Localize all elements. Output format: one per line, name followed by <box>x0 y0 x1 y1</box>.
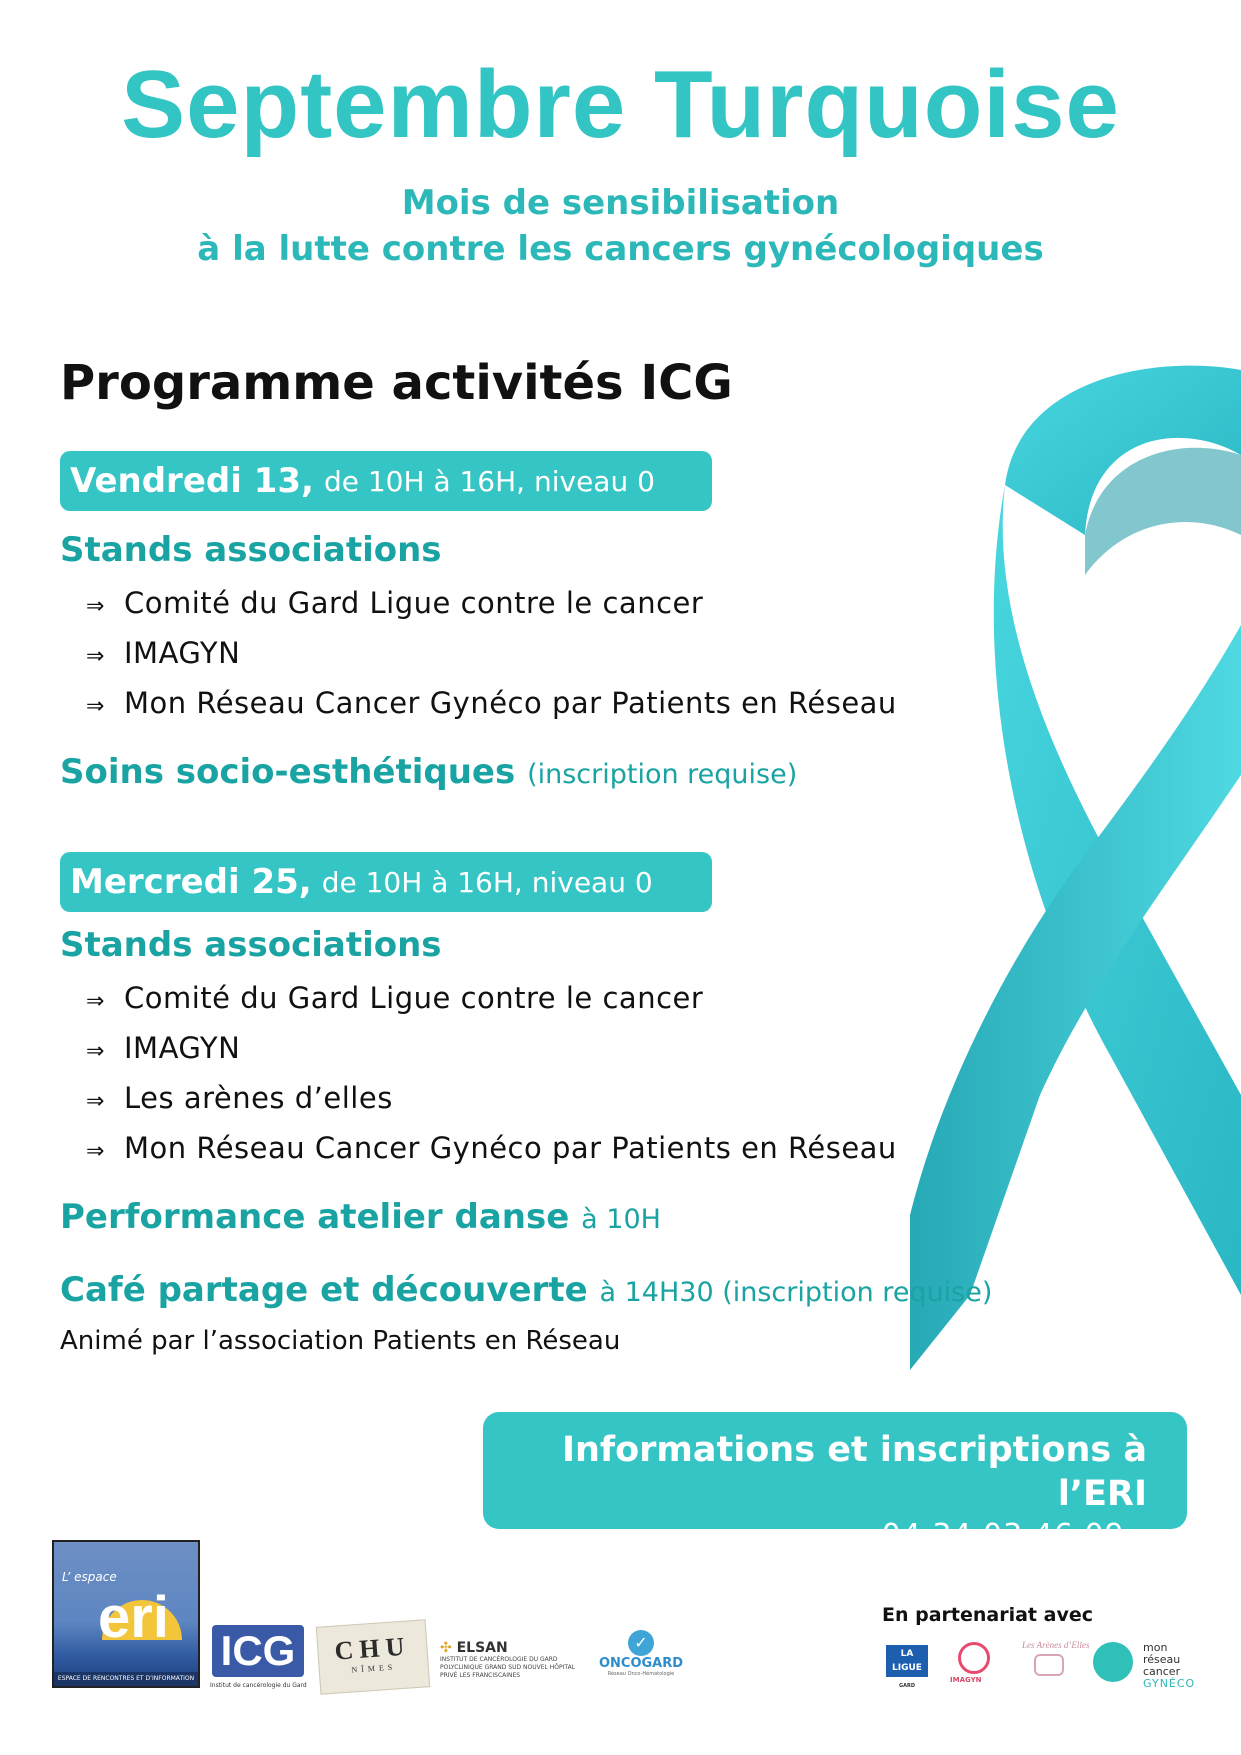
arenes-mark-icon <box>1034 1654 1064 1676</box>
stands-heading: Stands associations <box>60 530 442 570</box>
la-ligue-logo: LA LIGUE GARD <box>886 1645 928 1677</box>
arrow-icon: ⇒ <box>86 694 105 719</box>
arenes-delles-logo: Les Arènes d’Elles <box>1022 1640 1090 1650</box>
cafe-time: à 14H30 (inscription requise) <box>599 1277 993 1308</box>
icg-logo: ICG <box>212 1625 304 1677</box>
care-heading: Soins socio-esthétiques (inscription requise) <box>60 752 798 792</box>
arrow-icon: ⇒ <box>86 1039 105 1064</box>
list-item: ⇒ Les arènes d’elles <box>86 1081 393 1115</box>
list-item: ⇒ Mon Réseau Cancer Gynéco par Patients en Réseau <box>86 686 897 720</box>
poster-subtitle <box>0 180 1241 272</box>
day-banner-friday <box>60 451 712 511</box>
day-hours: de 10H à 16H, niveau 0 <box>323 464 655 498</box>
contact-line: 04 34 03 46 09 - contact.eri30@gmail.com <box>737 1518 1147 1593</box>
dance-time: à 10H <box>581 1204 661 1235</box>
info-box <box>483 1412 1187 1593</box>
list-item: ⇒ IMAGYN <box>86 636 241 670</box>
imagyn-label: IMAGYN <box>950 1676 982 1684</box>
arrow-icon: ⇒ <box>86 989 105 1014</box>
info-heading: Informations et inscriptions à l’ERI <box>561 1430 1147 1514</box>
list-item: ⇒ Comité du Gard Ligue contre le cancer <box>86 586 704 620</box>
eri-logo: L’ espace eri ESPACE DE RENCONTRES ET D’INFORMATION <box>52 1540 200 1688</box>
imagyn-logo <box>958 1642 990 1674</box>
arrow-icon: ⇒ <box>86 644 105 669</box>
day-hours: de 10H à 16H, niveau 0 <box>321 865 653 899</box>
dance-heading: Performance atelier danse à 10H <box>60 1197 661 1237</box>
program-title: Programme activités ICG <box>60 355 733 411</box>
arrow-icon: ⇒ <box>86 1139 105 1164</box>
care-note: (inscription requise) <box>527 759 798 790</box>
reseau-cancer-gyneco-logo <box>1093 1642 1133 1682</box>
subtitle-line-1: Mois de sensibilisation <box>401 183 840 223</box>
arrow-icon: ⇒ <box>86 594 105 619</box>
arrow-icon: ⇒ <box>86 1089 105 1114</box>
elsan-logo: ✣ ELSAN INSTITUT DE CANCÉROLOGIE DU GARD POLYCLINIQUE GRAND SUD NOUVEL HÔPITAL PRIVÉ LES FRANCISCAINES <box>440 1640 576 1679</box>
day-label: Mercredi 25, <box>70 862 312 902</box>
partners-label: En partenariat avec <box>882 1604 1093 1626</box>
subtitle-line-2: à la lutte contre les cancers gynécologiques <box>197 229 1044 269</box>
reseau-cancer-gyneco-text: mon réseau cancer GYNÉCO <box>1143 1641 1196 1690</box>
poster-title: Septembre Turquoise <box>121 51 1120 158</box>
check-globe-icon: ✓ <box>628 1630 654 1656</box>
oncogard-logo: ✓ ONCOGARD Réseau Onco-Hématologie <box>598 1630 684 1677</box>
list-item: ⇒ IMAGYN <box>86 1031 241 1065</box>
day-banner-wednesday <box>60 852 712 912</box>
awareness-ribbon-image <box>910 335 1241 1370</box>
list-item: ⇒ Comité du Gard Ligue contre le cancer <box>86 981 704 1015</box>
stands-heading: Stands associations <box>60 925 442 965</box>
icg-logo-caption: Institut de cancérologie du Gard <box>210 1682 307 1689</box>
day-label: Vendredi 13, <box>70 461 314 501</box>
list-item: ⇒ Mon Réseau Cancer Gynéco par Patients en Réseau <box>86 1131 897 1165</box>
cafe-note: Animé par l’association Patients en Réseau <box>60 1326 621 1356</box>
cafe-heading: Café partage et découverte à 14H30 (inscription requise) <box>60 1270 993 1310</box>
chu-nimes-logo: CHU NÎMES <box>316 1619 430 1695</box>
